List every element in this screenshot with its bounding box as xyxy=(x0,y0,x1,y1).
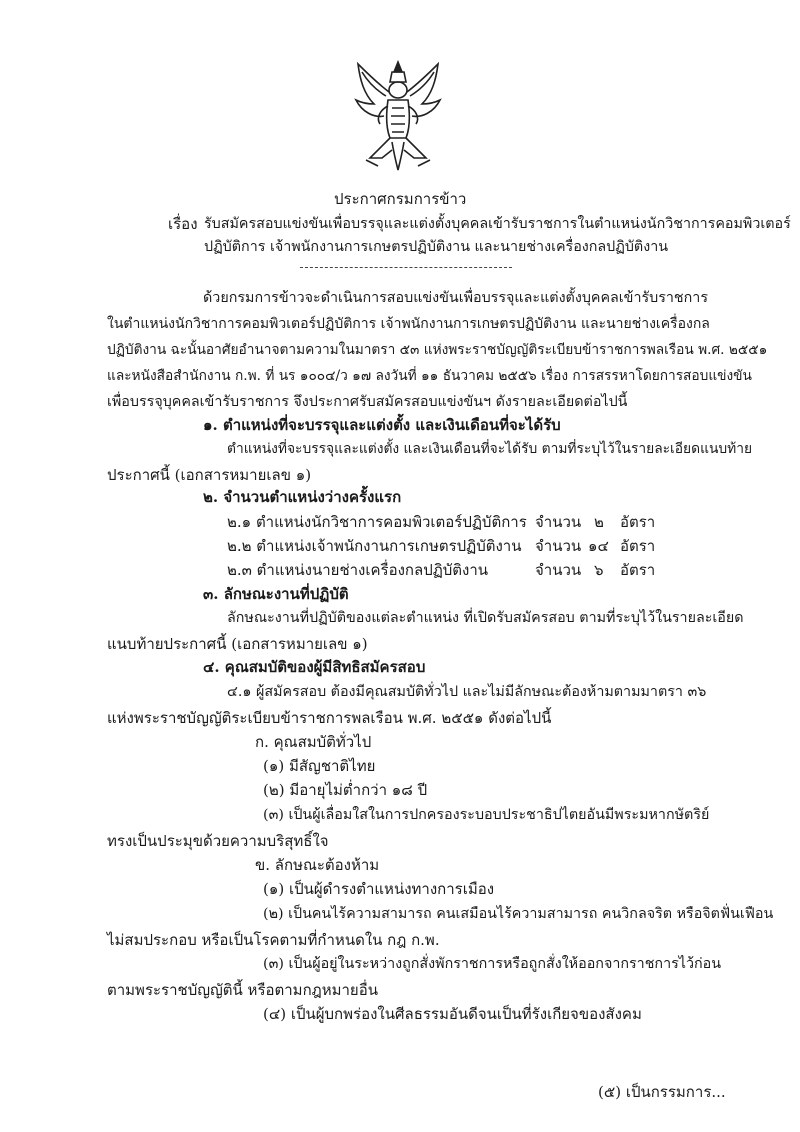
prohibited-item: (๑) เป็นผู้ดำรงตำแหน่งทางการเมือง xyxy=(263,880,495,898)
qualification-item-cont: ทรงเป็นประมุขด้วยความบริสุทธิ์ใจ xyxy=(107,832,329,850)
announcement-title: ประกาศกรมการข้าว xyxy=(334,190,467,208)
position-unit: อัตรา xyxy=(620,513,656,531)
position-count: ๖ xyxy=(594,561,604,579)
section-3-body: ลักษณะงานที่ปฏิบัติของแต่ละตำแหน่ง ที่เปิดรับสมัครสอบ ตามที่ระบุไว้ในรายละเอียด xyxy=(227,610,744,626)
position-name: ๒.๒ ตำแหน่งเจ้าพนักงานการเกษตรปฏิบัติงาน xyxy=(227,537,522,555)
position-count-label: จำนวน xyxy=(535,537,582,555)
intro-line: ในตำแหน่งนักวิชาการคอมพิวเตอร์ปฏิบัติการ เจ้าพนักงานการเกษตรปฏิบัติงาน และนายช่างเครื่องกล xyxy=(107,316,710,332)
section-1-body: ตำแหน่งที่จะบรรจุและแต่งตั้ง และเงินเดือนที่จะได้รับ ตามที่ระบุไว้ในรายละเอียดแนบท้าย xyxy=(227,441,753,457)
section-4-line: แห่งพระราชบัญญัติระเบียบข้าราชการพลเรือน พ.ศ. ๒๕๕๑ ดังต่อไปนี้ xyxy=(107,709,552,727)
general-qualifications-heading: ก. คุณสมบัติทั่วไป xyxy=(255,733,372,751)
position-count: ๑๔ xyxy=(588,537,609,555)
qualification-item: (๑) มีสัญชาติไทย xyxy=(263,757,376,775)
subject-line-2: ปฏิบัติการ เจ้าพนักงานการเกษตรปฏิบัติงาน และนายช่างเครื่องกลปฏิบัติงาน xyxy=(204,239,668,255)
section-3-body: แนบท้ายประกาศนี้ (เอกสารหมายเลข ๑) xyxy=(107,635,368,653)
prohibited-characteristics-heading: ข. ลักษณะต้องห้าม xyxy=(255,856,380,874)
section-1-heading: ๑. ตำแหน่งที่จะบรรจุและแต่งตั้ง และเงินเดือนที่จะได้รับ xyxy=(203,416,561,434)
section-2-heading: ๒. จำนวนตำแหน่งว่างครั้งแรก xyxy=(203,488,402,506)
intro-line: ปฏิบัติงาน ฉะนั้นอาศัยอำนาจตามความในมาตรา ๕๓ แห่งพระราชบัญญัติระเบียบข้าราชการพลเรือน พ.ศ. ๒๕๕๑ xyxy=(107,342,768,358)
position-name: ๒.๓ ตำแหน่งนายช่างเครื่องกลปฏิบัติงาน xyxy=(227,561,489,579)
prohibited-item: (๒) เป็นคนไร้ความสามารถ คนเสมือนไร้ความสามารถ คนวิกลจริต หรือจิตฟั่นเฟือน xyxy=(263,906,774,922)
prohibited-item: (๔) เป็นผู้บกพร่องในศีลธรรมอันดีจนเป็นที่รังเกียจของสังคม xyxy=(263,1005,642,1023)
prohibited-item-cont: ตามพระราชบัญญัตินี้ หรือตามกฎหมายอื่น xyxy=(107,981,378,999)
position-unit: อัตรา xyxy=(620,537,656,555)
qualification-item: (๒) มีอายุไม่ต่ำกว่า ๑๘ ปี xyxy=(263,781,428,799)
section-4-heading: ๔. คุณสมบัติของผู้มีสิทธิสมัครสอบ xyxy=(203,658,426,676)
section-4-line: ๔.๑ ผู้สมัครสอบ ต้องมีคุณสมบัติทั่วไป และไม่มีลักษณะต้องห้ามตามมาตรา ๓๖ xyxy=(227,684,707,700)
subject-label: เรื่อง xyxy=(168,215,198,233)
position-count-label: จำนวน xyxy=(535,513,582,531)
section-3-heading: ๓. ลักษณะงานที่ปฏิบัติ xyxy=(203,585,349,603)
intro-line: เพื่อบรรจุบุคคลเข้ารับราชการ จึงประกาศรับสมัครสอบแข่งขันฯ ดังรายละเอียดต่อไปนี้ xyxy=(107,394,628,410)
position-name: ๒.๑ ตำแหน่งนักวิชาการคอมพิวเตอร์ปฏิบัติการ xyxy=(227,513,527,531)
intro-line: และหนังสือสำนักงาน ก.พ. ที่ นร ๑๐๐๔/ว ๑๗ ลงวันที่ ๑๑ ธันวาคม ๒๕๕๖ เรื่อง การสรรหาโดยการสอบแข่งขัน xyxy=(107,368,752,384)
divider xyxy=(300,267,512,268)
garuda-emblem-icon xyxy=(352,58,444,174)
position-count-label: จำนวน xyxy=(535,561,582,579)
prohibited-item: (๓) เป็นผู้อยู่ในระหว่างถูกสั่งพักราชการหรือถูกสั่งให้ออกจากราชการไว้ก่อน xyxy=(263,956,722,972)
section-1-body: ประกาศนี้ (เอกสารหมายเลข ๑) xyxy=(107,466,312,484)
intro-line: ด้วยกรมการข้าวจะดำเนินการสอบแข่งขันเพื่อบรรจุและแต่งตั้งบุคคลเข้ารับราชการ xyxy=(203,290,708,306)
prohibited-item-cont: ไม่สมประกอบ หรือเป็นโรคตามที่กำหนดใน กฎ ก.พ. xyxy=(107,931,440,949)
position-unit: อัตรา xyxy=(620,561,656,579)
subject-line-1: รับสมัครสอบแข่งขันเพื่อบรรจุและแต่งตั้งบุคคลเข้ารับราชการในตำแหน่งนักวิชาการคอมพิวเตอร์ xyxy=(204,216,791,232)
position-count: ๒ xyxy=(594,513,604,531)
qualification-item: (๓) เป็นผู้เลื่อมใสในการปกครองระบอบประชาธิปไตยอันมีพระมหากษัตริย์ xyxy=(263,807,710,823)
continuation-note: (๕) เป็นกรรมการ... xyxy=(598,1083,726,1101)
